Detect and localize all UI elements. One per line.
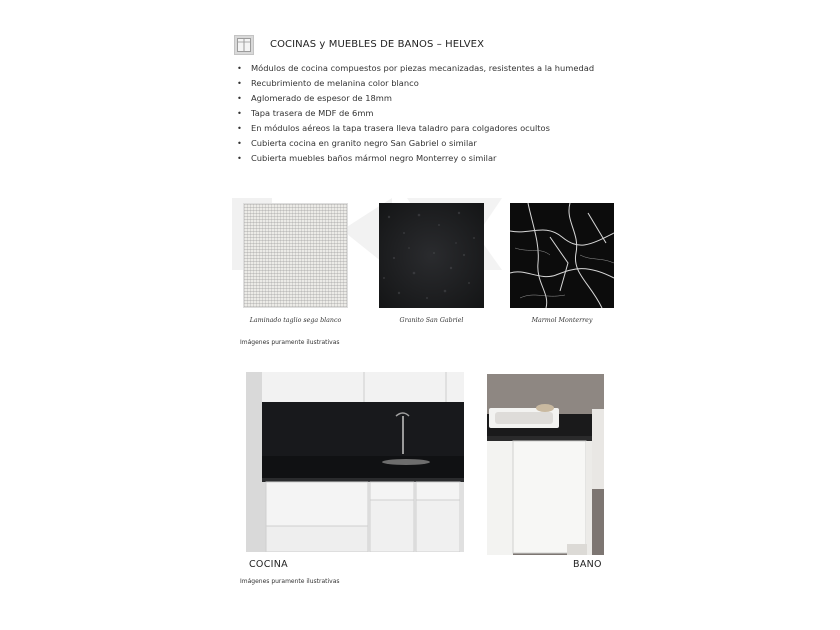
swatch-caption: Laminado taglio sega blanco — [249, 317, 342, 324]
kitchen-photo — [246, 372, 464, 552]
kitchen-label: COCINA — [249, 559, 288, 570]
bathroom-photo — [487, 374, 604, 555]
list-item: • Módulos de cocina compuestos por piezas mecanizadas, resistentes a la humedad — [237, 63, 595, 73]
list-item: • Cubierta cocina en granito negro San Gabriel o similar — [237, 138, 477, 148]
laminate-swatch — [243, 203, 348, 308]
swatch-caption: Granito San Gabriel — [399, 317, 464, 324]
illustrative-note: Imágenes puramente ilustrativas — [240, 578, 340, 585]
list-item: • En módulos aéreos la tapa trasera lleva taladro para colgadores ocultos — [237, 123, 550, 133]
page-title: COCINAS y MUEBLES DE BANOS – HELVEX — [270, 39, 485, 50]
door-cabinet-icon — [234, 35, 254, 55]
marble-swatch — [510, 203, 614, 308]
swatch-caption: Marmol Monterrey — [531, 317, 593, 324]
bathroom-label: BANO — [573, 559, 602, 570]
list-item: • Tapa trasera de MDF de 6mm — [237, 108, 374, 118]
granite-swatch — [379, 203, 484, 308]
list-item: • Cubierta muebles baños mármol negro Monterrey o similar — [237, 153, 497, 163]
illustrative-note: Imágenes puramente ilustrativas — [240, 339, 340, 346]
specification-list — [237, 61, 594, 166]
list-item: • Aglomerado de espesor de 18mm — [237, 93, 392, 103]
list-item: • Recubrimiento de melanina color blanco — [237, 78, 419, 88]
